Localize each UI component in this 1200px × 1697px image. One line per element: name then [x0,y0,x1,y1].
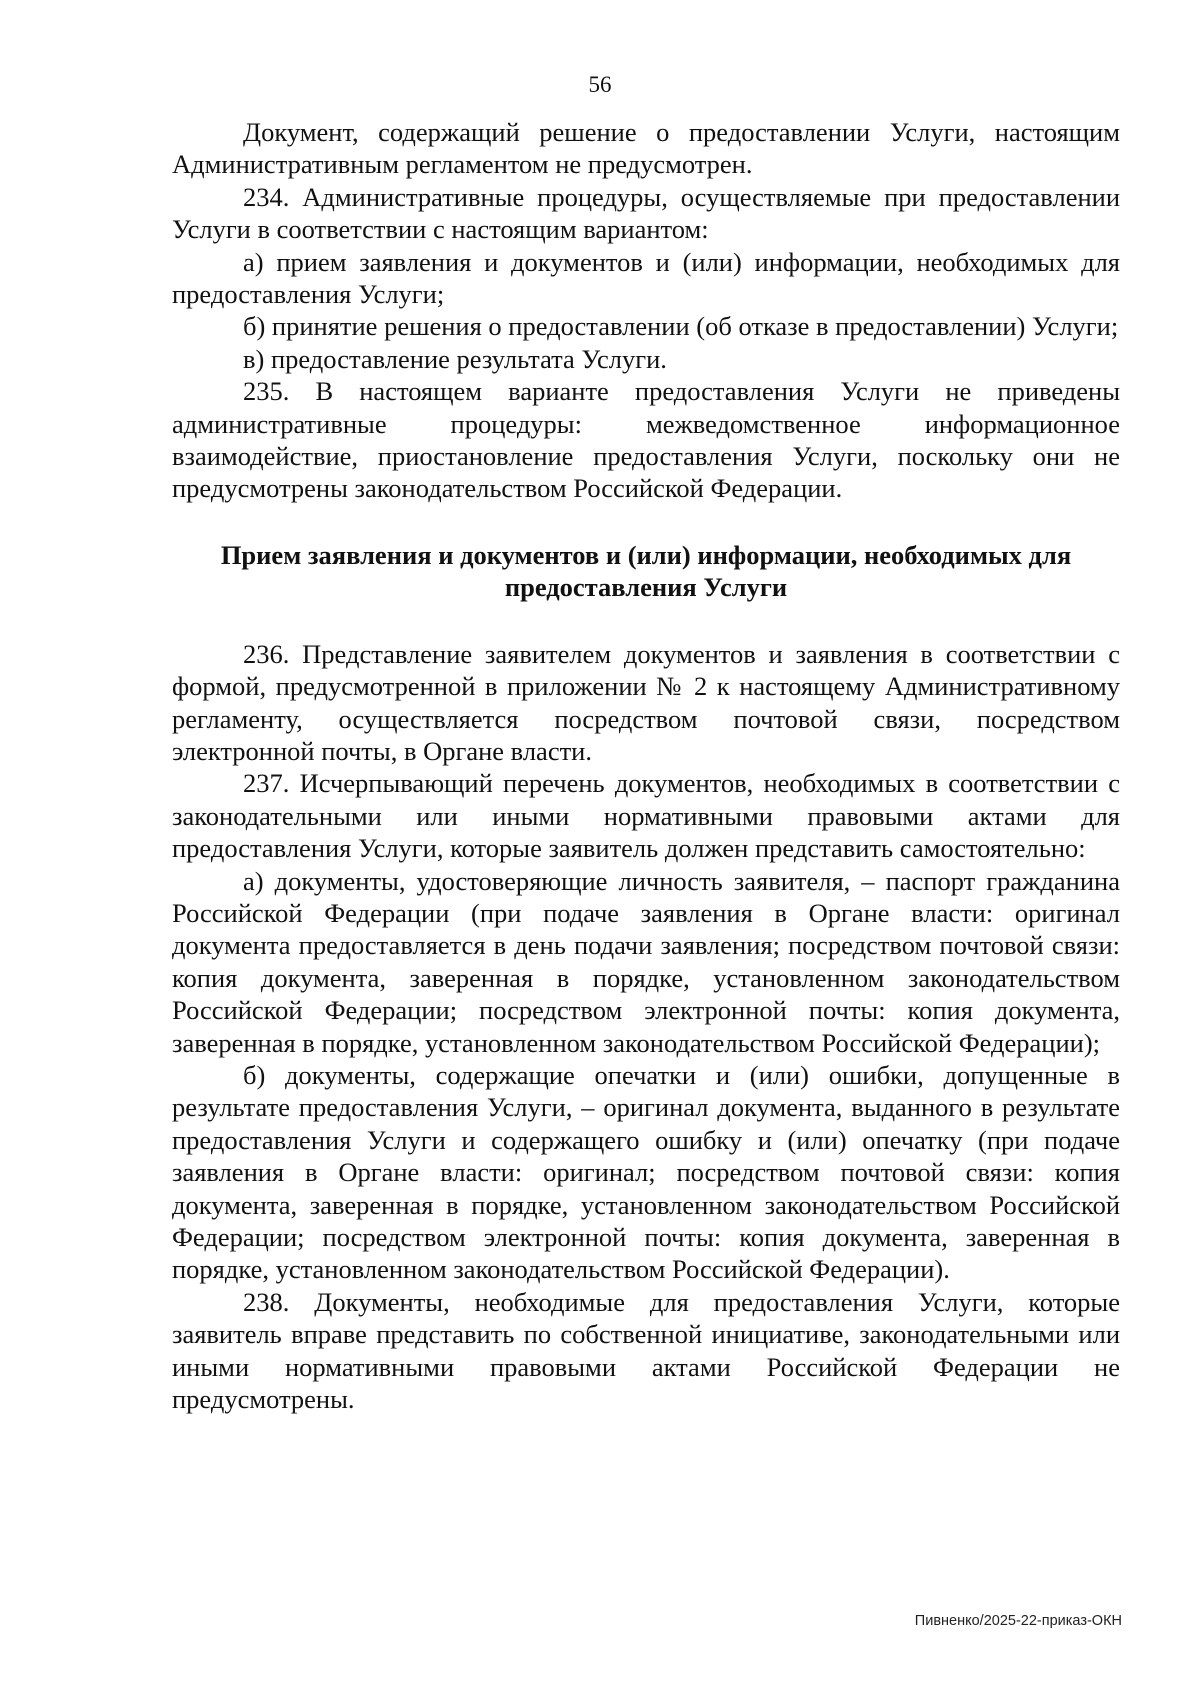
page-number: 56 [588,72,612,97]
section-heading: Прием заявления и документов и (или) информации, необходимых для предоставления Услуги [220,539,1072,603]
paragraph-235: 235. В настоящем варианте предоставления Услуги не приведены административные процедуры: межведомственное информационное взаимодействие, приостановление предоставления Услуги, поскольку они не предусмотрены законодательством Российской Федерации. [172,376,1120,504]
list-item-v: в) предоставление результата Услуги. [243,343,667,374]
paragraph-237-item-a: а) документы, удостоверяющие личность заявителя, – паспорт гражданина Российской Федерации (при подаче заявления в Органе власти: оригинал документа предоставляется в день подачи заявления; посредством почтовой связи: копия документа, заверенная в порядке, установленном законодательством Российской Федерации; посредством электронной почты: копия документа, заверенная в порядке, установленном законодательством Российской Федерации); [172,865,1120,1058]
document-footer-code: Пивненко/2025-22-приказ-ОКН [914,1613,1122,1629]
paragraph-234: 234. Административные процедуры, осуществляемые при предоставлении Услуги в соответствии с настоящим вариантом: [172,181,1120,245]
list-item-a: а) прием заявления и документов и (или) информации, необходимых для предоставления Услуги; [172,246,1120,310]
list-item-b: б) принятие решения о предоставлении (об отказе в предоставлении) Услуги; [243,311,1119,342]
paragraph-238: 238. Документы, необходимые для предоставления Услуги, которые заявитель вправе представить по собственной инициативе, законодательными или иными нормативными правовыми актами Российской Федерации не предусмотрены. [172,1286,1120,1415]
paragraph-237: 237. Исчерпывающий перечень документов, необходимых в соответствии с законодательными или иными нормативными правовыми актами для предоставления Услуги, которые заявитель должен представить самостоятельно: [172,768,1120,864]
paragraph-237-item-b: б) документы, содержащие опечатки и (или) ошибки, допущенные в результате предоставления Услуги, – оригинал документа, выданного в результате предоставления Услуги и содержащего ошибку и (или) опечатку (при подаче заявления в Органе власти: оригинал; посредством почтовой связи: копия документа, заверенная в порядке, установленном законодательством Российской Федерации; посредством электронной почты: копия документа, заверенная в порядке, установленном законодательством Российской Федерации). [172,1059,1120,1285]
paragraph-result-document: Документ, содержащий решение о предоставлении Услуги, настоящим Административным регламентом не предусмотрен. [172,117,1120,180]
paragraph-236: 236. Представление заявителем документов и заявления в соответствии с формой, предусмотренной в приложении № 2 к настоящему Административному регламенту, осуществляется посредством почтовой связи, посредством электронной почты, в Органе власти. [172,638,1120,766]
document-body [172,116,1120,1415]
